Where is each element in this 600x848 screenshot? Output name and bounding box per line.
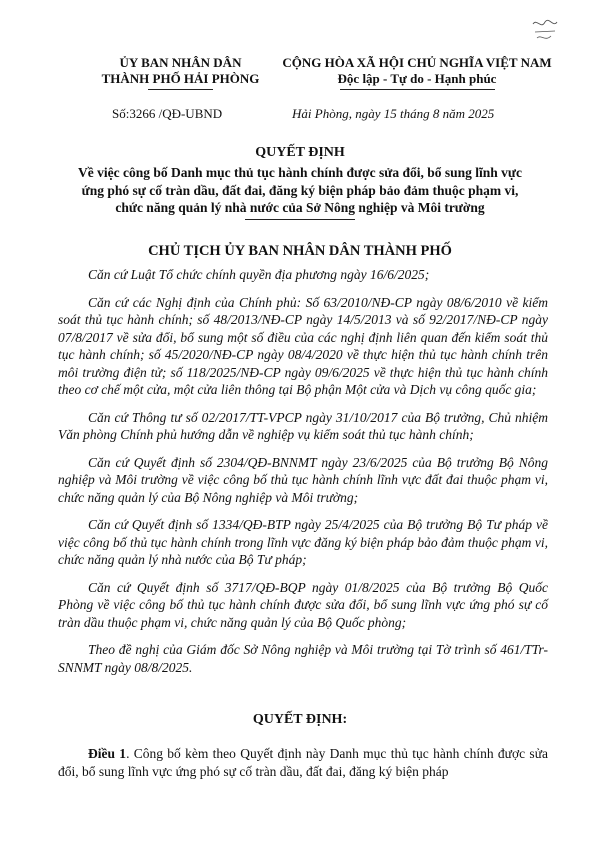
- basis-paragraph: Căn cứ Thông tư số 02/2017/TT-VPCP ngày 31/10/2017 của Bộ trưởng, Chủ nhiệm Văn phòng Chính phủ hướng dẫn về nghiệp vụ kiểm soát thủ tục hành chính;: [58, 409, 548, 442]
- org-line-1: ỦY BAN NHÂN DÂN: [119, 55, 242, 70]
- org-underline: [148, 89, 213, 90]
- document-number: [112, 106, 222, 122]
- article-1: [58, 745, 548, 780]
- basis-paragraph: Căn cứ Luật Tổ chức chính quyền địa phương ngày 16/6/2025;: [88, 267, 430, 282]
- basis-paragraph: Căn cứ Quyết định số 2304/QĐ-BNNMT ngày 23/6/2025 của Bộ trưởng Bộ Nông nghiệp và Môi trường về việc công bố thủ tục hành chính lĩnh vực đất đai thuộc phạm vi, chức năng quản lý của Bộ Nông nghiệp và Môi trường;: [58, 454, 548, 505]
- article-1-label: Điều 1: [88, 746, 127, 761]
- subtitle-underline: [245, 219, 355, 220]
- nation-line-1: CỘNG HÒA XÃ HỘI CHỦ NGHĨA VIỆT NAM: [282, 55, 552, 70]
- legal-bases: [58, 266, 548, 686]
- decision-heading: QUYẾT ĐỊNH:: [252, 712, 348, 727]
- basis-paragraph: Căn cứ Quyết định số 3717/QĐ-BQP ngày 01/8/2025 của Bộ trưởng Bộ Quốc Phòng về việc công bố thủ tục hành chính được sửa đổi, bổ sung lĩnh vực ứng phó sự cố tràn dầu thuộc phạm vi, chức năng quản lý của Bộ Quốc phòng;: [58, 579, 548, 630]
- document-subtitle: Về việc công bố Danh mục thủ tục hành chính được sửa đổi, bổ sung lĩnh vực ứng phó sự cố tràn dầu, đất đai, đăng ký biện pháp bảo đảm thuộc phạm vi, chức năng quản lý nhà nước của Sở Nông nghiệp và Môi trường: [78, 165, 522, 215]
- handwritten-initials: [527, 16, 563, 46]
- national-motto: [282, 55, 552, 87]
- ref-prefix: Số:: [112, 106, 130, 121]
- basis-paragraph: Căn cứ các Nghị định của Chính phủ: Số 63/2010/NĐ-CP ngày 08/6/2010 về kiểm soát thủ tục hành chính; số 48/2013/NĐ-CP ngày 14/5/2013 và số 92/2017/NĐ-CP ngày 07/8/2017 về sửa đổi, bổ sung một số điều của các nghị định liên quan đến kiểm soát thủ tục hành chính; số 45/2020/NĐ-CP ngày 08/4/2020 về thực hiện thủ tục hành chính trên môi trường điện tử; số 118/2025/NĐ-CP ngày 09/6/2025 về thực hiện thủ tục hành chính theo cơ chế một cửa, một cửa liên thông tại Bộ phận Một cửa và Dịch vụ công quốc gia;: [58, 294, 548, 397]
- ref-number: 3266: [129, 106, 156, 121]
- ref-suffix: /QĐ-UBND: [155, 106, 223, 121]
- issue-date: Hải Phòng, ngày 15 tháng 8 năm 2025: [292, 106, 495, 121]
- nation-line-2: Độc lập - Tự do - Hạnh phúc: [337, 71, 497, 86]
- issuer-heading: CHỦ TỊCH ỦY BAN NHÂN DÂN THÀNH PHỐ: [148, 243, 452, 259]
- motto-underline: [340, 89, 495, 90]
- basis-paragraph: Căn cứ Quyết định số 1334/QĐ-BTP ngày 25/4/2025 của Bộ trưởng Bộ Tư pháp về việc công bố thủ tục hành chính trong lĩnh vực đăng ký biện pháp bảo đảm thuộc phạm vi, chức năng quản lý nhà nước của Bộ Tư pháp;: [58, 517, 548, 567]
- basis-paragraph: Theo đề nghị của Giám đốc Sở Nông nghiệp và Môi trường tại Tờ trình số 461/TTr-SNNMT ngày 08/8/2025.: [58, 642, 548, 675]
- document-title: QUYẾT ĐỊNH: [255, 145, 345, 160]
- issuing-authority: [88, 55, 273, 87]
- org-line-2: THÀNH PHỐ HẢI PHÒNG: [101, 71, 260, 86]
- article-1-text: . Công bố kèm theo Quyết định này Danh mục thủ tục hành chính được sửa đổi, bổ sung lĩnh vực ứng phó sự cố tràn dầu, đất đai, đăng ký biện pháp: [58, 746, 548, 779]
